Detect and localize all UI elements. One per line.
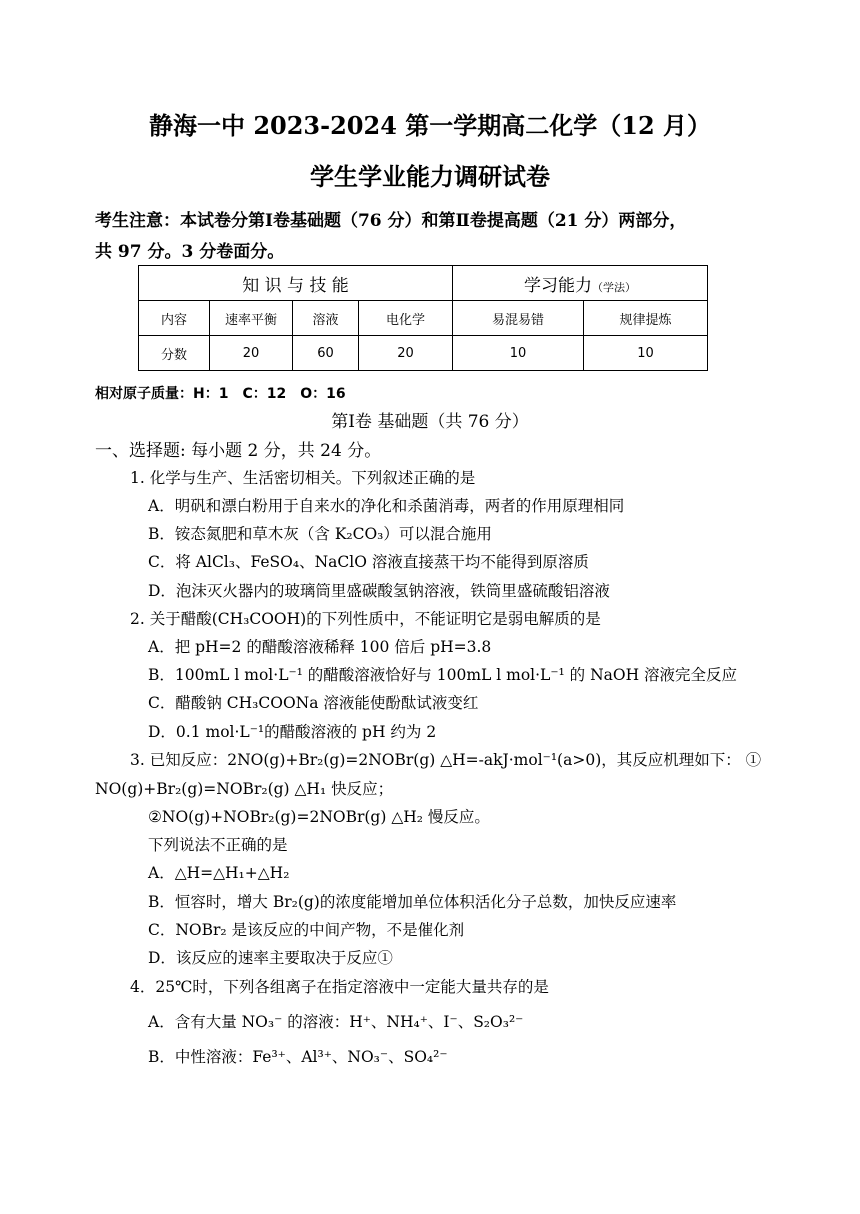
table-cell: 20 xyxy=(359,336,453,371)
q1-option-d: D．泡沫灭火器内的玻璃筒里盛碳酸氢钠溶液，铁筒里盛硫酸铝溶液 xyxy=(148,582,610,600)
page-title: 静海一中 2023-2024 第一学期高二化学（12 月） xyxy=(148,111,712,140)
atomic-mass: 相对原子质量：H：1 C：12 O：16 xyxy=(95,386,346,402)
table-group-knowledge: 知 识 与 技 能 xyxy=(139,266,453,301)
q3-stem-1: 3. 已知反应：2NO(g)+Br₂(g)=2NOBr(g) △H=-akJ·mol⁻¹(a>0)，其反应机理如下： ① xyxy=(130,751,762,769)
table-group-ability xyxy=(453,266,708,301)
q3-stem-3: ②NO(g)+NOBr₂(g)=2NOBr(g) △H₂ 慢反应。 xyxy=(148,808,490,826)
q3-stem-4: 下列说法不正确的是 xyxy=(148,836,288,854)
table-group-ability-label: 学习能力 xyxy=(524,275,592,296)
table-cell: 分数 xyxy=(139,336,210,371)
table-cell: 溶液 xyxy=(293,301,359,336)
table-cell: 易混易错 xyxy=(453,301,584,336)
q4-option-a: A．含有大量 NO₃⁻ 的溶液：H⁺、NH₄⁺、I⁻、S₂O₃²⁻ xyxy=(148,1013,524,1031)
table-cell: 规律提炼 xyxy=(584,301,708,336)
q2-option-c: C．醋酸钠 CH₃COONa 溶液能使酚酞试液变红 xyxy=(148,694,479,712)
q1-option-b: B．铵态氮肥和草木灰（含 K₂CO₃）可以混合施用 xyxy=(148,525,492,543)
q3-stem-2: NO(g)+Br₂(g)=NOBr₂(g) △H₁ 快反应； xyxy=(95,780,394,798)
q4-stem: 4．25℃时，下列各组离子在指定溶液中一定能大量共存的是 xyxy=(130,978,549,996)
notice-line-2: 共 97 分。3 分卷面分。 xyxy=(95,242,285,262)
q3-option-a: A．△H=△H₁+△H₂ xyxy=(148,864,290,882)
table-row-score xyxy=(139,336,708,371)
q1-stem: 1. 化学与生产、生活密切相关。下列叙述正确的是 xyxy=(130,469,476,487)
section-1-heading: 一、选择题: 每小题 2 分，共 24 分。 xyxy=(95,441,382,461)
part1-title: 第Ⅰ卷 基础题（共 76 分） xyxy=(331,412,529,432)
q1-option-c: C．将 AlCl₃、FeSO₄、NaClO 溶液直接蒸干均不能得到原溶质 xyxy=(148,553,589,571)
table-cell: 10 xyxy=(453,336,584,371)
q3-option-c: C．NOBr₂ 是该反应的中间产物，不是催化剂 xyxy=(148,921,465,939)
table-cell: 20 xyxy=(210,336,293,371)
q3-option-d: D．该反应的速率主要取决于反应① xyxy=(148,949,393,967)
q3-option-b: B．恒容时，增大 Br₂(g)的浓度能增加单位体积活化分子总数，加快反应速率 xyxy=(148,893,677,911)
q4-option-b: B．中性溶液：Fe³⁺、Al³⁺、NO₃⁻、SO₄²⁻ xyxy=(148,1048,448,1066)
table-cell: 速率平衡 xyxy=(210,301,293,336)
q1-option-a: A．明矾和漂白粉用于自来水的净化和杀菌消毒，两者的作用原理相同 xyxy=(148,497,625,515)
table-row-content xyxy=(139,301,708,336)
table-group-ability-sub: （学法） xyxy=(592,280,636,294)
table-cell: 60 xyxy=(293,336,359,371)
notice-line-1: 考生注意：本试卷分第Ⅰ卷基础题（76 分）和第Ⅱ卷提高题（21 分）两部分， xyxy=(95,211,687,231)
table-cell: 10 xyxy=(584,336,708,371)
page-subtitle: 学生学业能力调研试卷 xyxy=(310,162,550,191)
score-table xyxy=(138,265,708,371)
table-cell: 电化学 xyxy=(359,301,453,336)
q2-option-a: A．把 pH=2 的醋酸溶液稀释 100 倍后 pH=3.8 xyxy=(148,638,492,656)
q2-option-b: B．100mL l mol·L⁻¹ 的醋酸溶液恰好与 100mL l mol·L⁻¹ 的 NaOH 溶液完全反应 xyxy=(148,666,738,684)
q2-stem: 2. 关于醋酸(CH₃COOH)的下列性质中，不能证明它是弱电解质的是 xyxy=(130,610,601,628)
q2-option-d: D．0.1 mol·L⁻¹的醋酸溶液的 pH 约为 2 xyxy=(148,723,437,741)
table-cell: 内容 xyxy=(139,301,210,336)
